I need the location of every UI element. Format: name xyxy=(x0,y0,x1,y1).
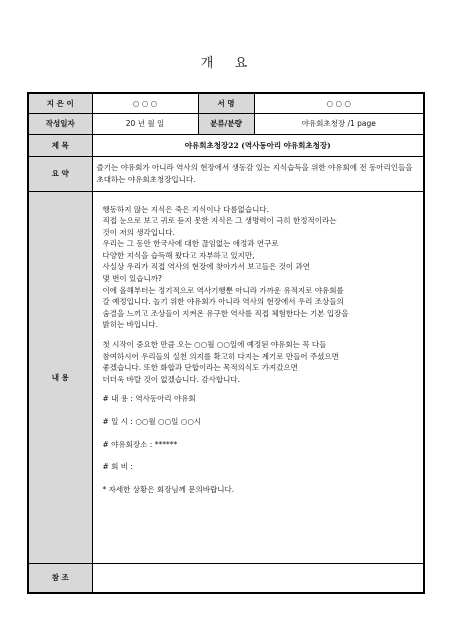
text-line: 사실상 우리가 직접 역사의 현장에 찾아가서 보고들은 것이 과연 xyxy=(102,262,310,272)
text-line: 몇 번이 있습니까? xyxy=(102,274,162,284)
text-line: 밝히는 바입니다. xyxy=(102,320,158,330)
subject-row xyxy=(28,134,424,156)
document-title xyxy=(0,52,450,71)
detail-item-datetime: # 일 시 : ○○월 ○○일 ○○시 xyxy=(102,417,202,426)
summary-form-table xyxy=(27,92,425,594)
text-line: 우리는 그 동안 한국사에 대한 끊임없는 애정과 연구로 xyxy=(102,239,279,249)
text-line: 더더욱 바랄 것이 없겠습니다. 감사합니다. xyxy=(102,374,240,384)
author-label: 지 은 이 xyxy=(28,93,92,113)
author-row xyxy=(28,93,424,113)
summary-label: 요 약 xyxy=(28,156,92,191)
detail-item-fee: # 회 비 : xyxy=(102,462,133,472)
signature-value: ○ ○ ○ xyxy=(254,93,424,113)
contact-note: * 자세한 상황은 회장님께 문의바랍니다. xyxy=(102,484,235,494)
summary-row xyxy=(28,156,424,191)
reference-label: 참 조 xyxy=(28,563,92,593)
summary-value: 즐기는 야유회가 아니라 역사의 현장에서 생동감 있는 지식습득을 위한 야유회에 전 동아리인들을 초대하는 야유회초청장입니다. xyxy=(92,156,424,191)
date-row xyxy=(28,113,424,134)
text-line: 숨결을 느끼고 조상들이 지켜온 유구한 역사를 직접 체험한다는 기본 입장을 xyxy=(102,308,349,318)
reference-value xyxy=(92,563,424,593)
signature-label: 서 명 xyxy=(198,93,254,113)
date-value: 20 년 월 일 xyxy=(92,113,198,134)
text-line: 참여하시어 우리들의 실천 의지를 확고히 다지는 계기로 만들어 주셨으면 xyxy=(102,351,339,361)
category-label: 분류/분량 xyxy=(198,113,254,134)
text-line: 첫 시작이 중요한 만큼 오는 ○○월 ○○일에 예정된 야유회는 꼭 다들 xyxy=(102,340,327,350)
author-value: ○ ○ ○ xyxy=(92,93,198,113)
content-paragraph-1 xyxy=(103,204,414,332)
content-row xyxy=(28,191,424,563)
reference-row xyxy=(28,563,424,593)
text-line: 것이 저의 생각입니다. xyxy=(102,227,175,237)
category-value: 야유회초청장 /1 page xyxy=(254,113,424,134)
text-line: 다양한 지식을 습득해 왔다고 자부하고 있지만, xyxy=(102,250,255,260)
date-label: 작성일자 xyxy=(28,113,92,134)
title-char-2: 요 xyxy=(234,56,250,71)
text-line: 갈 예정입니다. 놀기 위한 야유회가 아니라 역사의 현장에서 우리 조상들의 xyxy=(102,297,344,307)
content-label: 내 용 xyxy=(28,191,92,563)
subject-label: 제 목 xyxy=(28,134,92,156)
content-body xyxy=(92,191,424,563)
title-char-1: 개 xyxy=(200,56,216,71)
text-line: 이에 올해부터는 정기적으로 역사기행뿐 아니라 가까운 유적지로 야유회를 xyxy=(102,285,344,295)
content-paragraph-2 xyxy=(103,339,414,385)
detail-item-place: # 야유회장소 : ****** xyxy=(102,439,178,449)
subject-value: 야유회초청장22 (역사동아리 야유회초청장) xyxy=(92,134,424,156)
text-line: 좋겠습니다. 또한 화합과 단합이라는 목적의식도 가져갔으면 xyxy=(102,363,298,373)
text-line: 행동하지 않는 지식은 죽은 지식이나 다름없습니다. xyxy=(102,204,269,214)
text-line: 직접 눈으로 보고 귀로 듣지 못한 지식은 그 생명력이 극히 한정적이라는 xyxy=(102,216,337,226)
detail-item-content: # 내 용 : 역사동아리 야유회 xyxy=(102,394,196,404)
